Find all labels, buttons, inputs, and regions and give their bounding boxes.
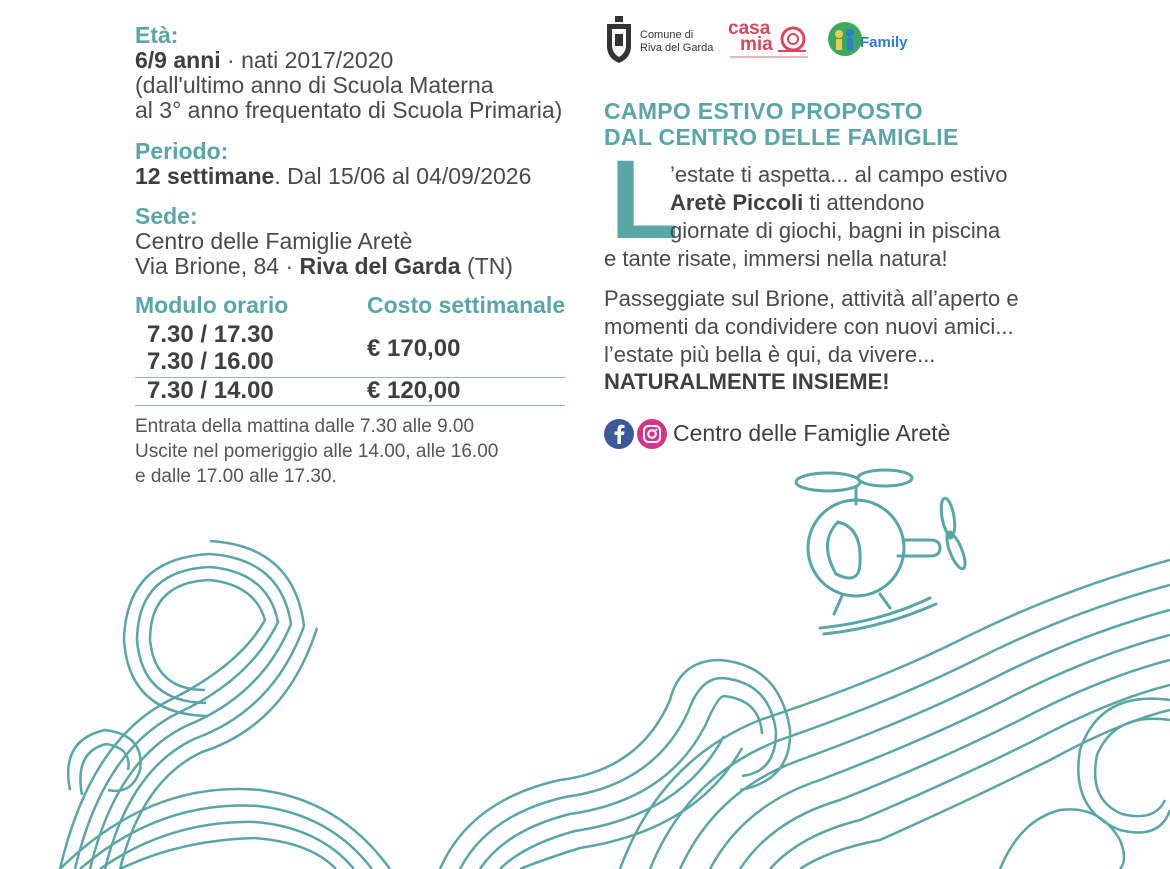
eta-line3: al 3° anno frequentato di Scuola Primaria) <box>135 97 563 123</box>
logo-casa-text: casa <box>728 18 771 39</box>
sede-name: Centro delle Famiglie Aretè <box>135 228 413 254</box>
note-uscite-2: e dalle 17.00 alle 17.30. <box>135 466 337 487</box>
sede-label: Sede: <box>135 203 198 229</box>
table-row1-price: € 170,00 <box>367 335 461 362</box>
logo-comune-line1: Comune di <box>640 29 694 41</box>
intro-line4: e tante risate, immersi nella natura! <box>604 246 948 271</box>
table-header-costo: Costo settimanale <box>367 292 566 318</box>
eta-line2: (dall'ultimo anno di Scuola Materna <box>135 72 494 98</box>
table-row2-time: 7.30 / 14.00 <box>147 377 274 404</box>
social-account-name: Centro delle Famiglie Aretè <box>673 420 951 446</box>
sede-city: Riva del Garda <box>299 253 461 279</box>
intro-line2-rest: ti attendono <box>803 190 925 215</box>
table-row1-time-a: 7.30 / 17.30 <box>147 321 274 348</box>
headline-line2: DAL CENTRO DELLE FAMIGLIE <box>604 124 959 150</box>
table-row1-time-b: 7.30 / 16.00 <box>147 348 274 375</box>
p2-line1: Passeggiate sul Brione, attività all’aperto e <box>604 286 1019 311</box>
periodo-weeks: 12 settimane <box>135 163 275 189</box>
eta-label: Età: <box>135 22 179 48</box>
periodo-label: Periodo: <box>135 138 229 164</box>
sede-province: (TN) <box>460 253 513 279</box>
dropcap-letter: L <box>610 137 679 262</box>
eta-years: · nati 2017/2020 <box>220 47 394 73</box>
logo-family-text: Family <box>860 34 908 51</box>
camp-name: Aretè Piccoli <box>670 190 804 215</box>
logo-mia-text: mia <box>740 34 773 55</box>
table-header-modulo: Modulo orario <box>135 292 289 318</box>
table-row2-price: € 120,00 <box>367 377 461 404</box>
logo-comune-line2: Riva del Garda <box>640 42 714 54</box>
p2-line2: momenti da condividere con nuovi amici... <box>604 314 1014 339</box>
slogan: NATURALMENTE INSIEME! <box>604 369 890 394</box>
eta-age: 6/9 anni <box>135 47 221 73</box>
note-uscite: Uscite nel pomeriggio alle 14.00, alle 16.00 <box>135 441 499 462</box>
periodo-dates: . Dal 15/06 al 04/09/2026 <box>274 163 532 189</box>
headline-line1: CAMPO ESTIVO PROPOSTO <box>604 98 923 124</box>
intro-line1: ’estate ti aspetta... al campo estivo <box>670 162 1008 187</box>
intro-line3: giornate di giochi, bagni in piscina <box>670 218 1001 243</box>
sede-street: Via Brione, 84 · <box>135 253 300 279</box>
p2-line3: l’estate più bella è qui, da vivere... <box>604 342 936 367</box>
note-entrata: Entrata della mattina dalle 7.30 alle 9.00 <box>135 416 475 437</box>
